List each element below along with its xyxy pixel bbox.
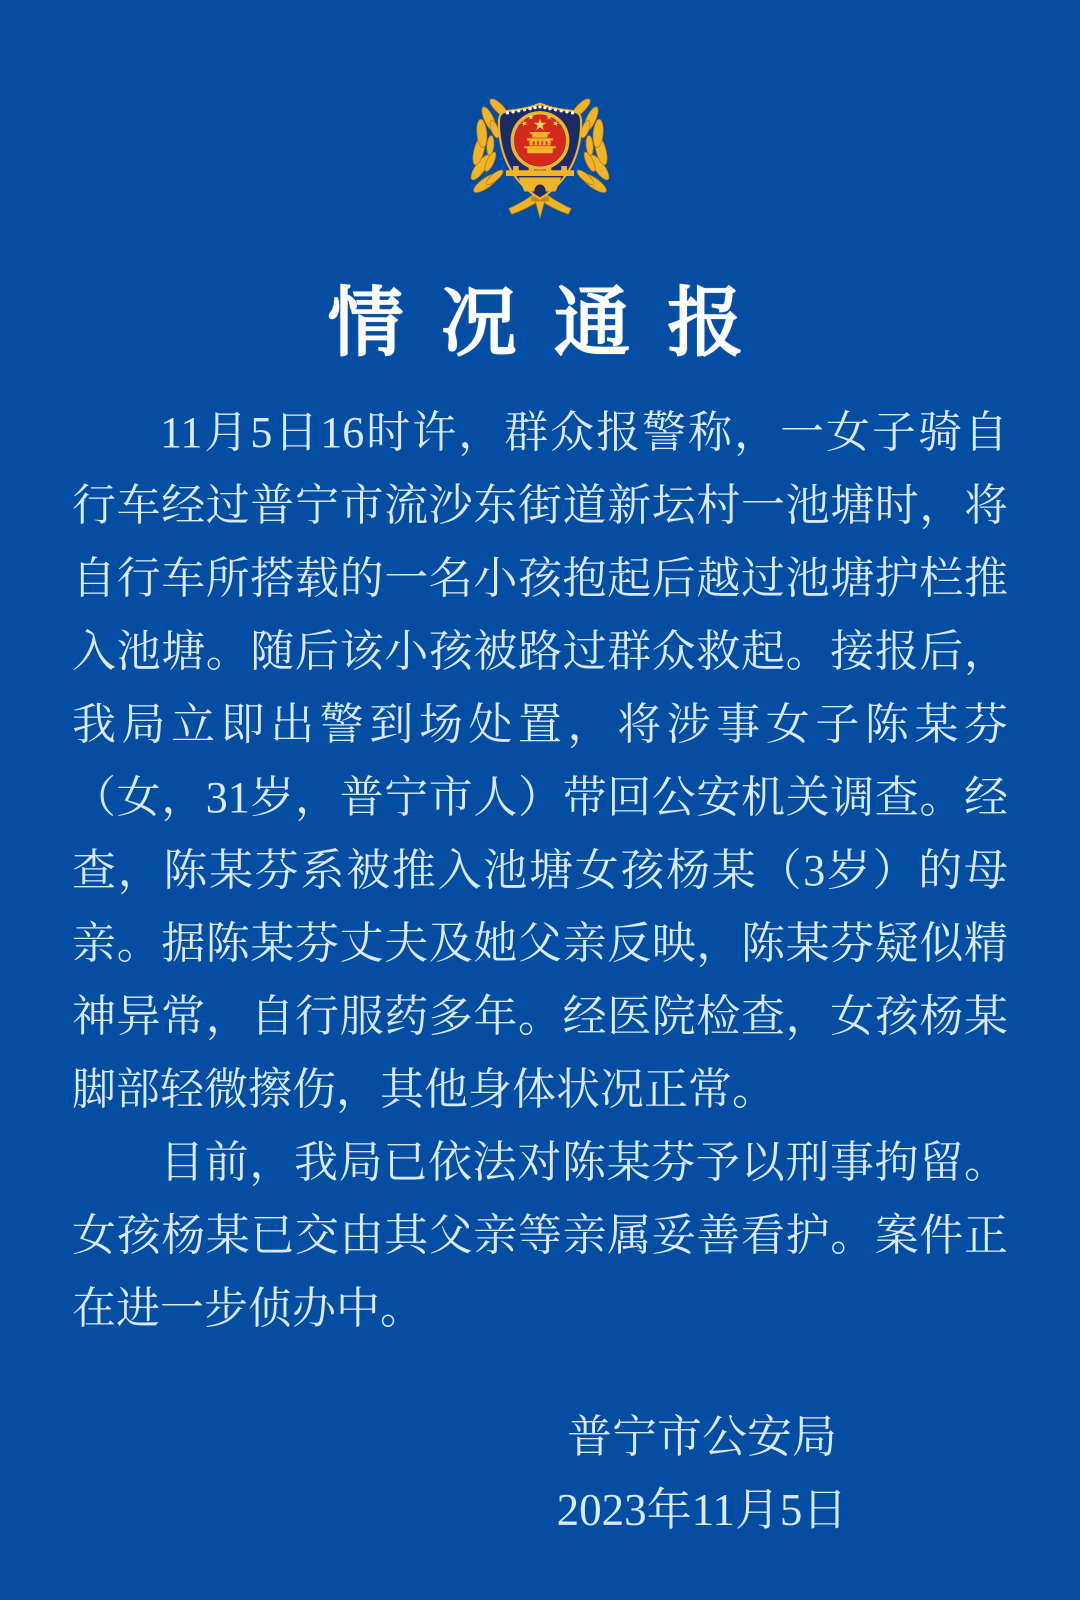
signature-block	[162, 1401, 1080, 1547]
notice-body	[72, 396, 1008, 1345]
police-badge-icon	[462, 76, 618, 222]
emblem-container	[0, 0, 1080, 227]
signature-date: 2023年11月5日	[556, 1485, 848, 1536]
signature-agency: 普宁市公安局	[566, 1412, 837, 1463]
notice-paragraph-2: 目前，我局已依法对陈某芬予以刑事拘留。女孩杨某已交由其父亲等亲属妥善看护。案件正在进一步侦办中。	[72, 1138, 1008, 1334]
notice-paragraph-1: 11月5日16时许，群众报警称，一女子骑自行车经过普宁市流沙东街道新坛村一池塘时，将自行车所搭载的一名小孩抱起后越过池塘护栏推入池塘。随后该小孩被路过群众救起。接报后，我局立即出警到场处置，将涉事女子陈某芬（女，31岁，普宁市人）带回公安机关调查。经查，陈某芬系被推入池塘女孩杨某（3岁）的母亲。据陈某芬丈夫及她父亲反映，陈某芬疑似精神异常，自行服药多年。经医院检查，女孩杨某脚部轻微擦伤，其他身体状况正常。	[72, 408, 1008, 1115]
notice-title: 情 况 通 报	[327, 282, 753, 366]
